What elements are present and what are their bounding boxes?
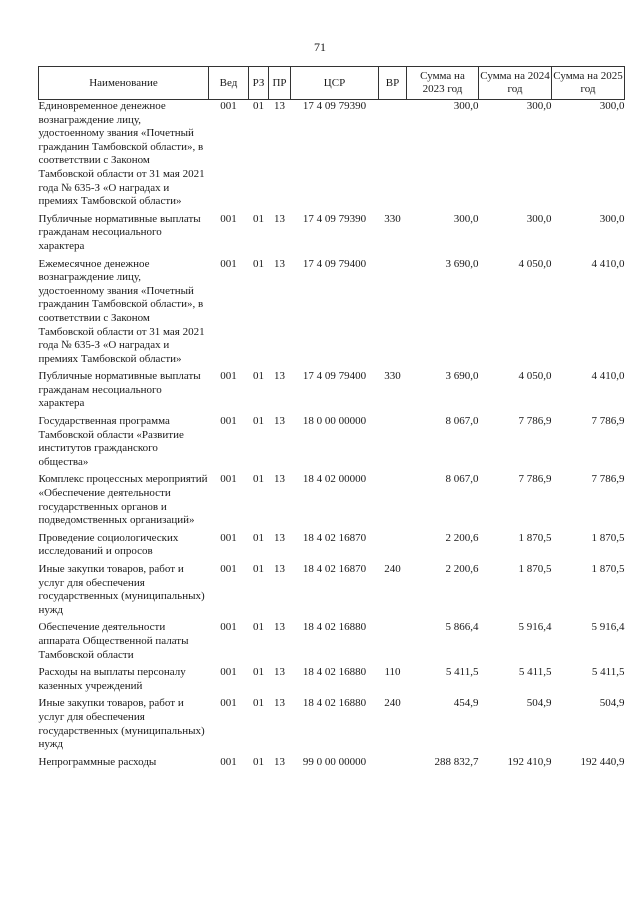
table-row xyxy=(39,563,625,621)
row-sum-2023: 3 690,0 xyxy=(445,257,479,270)
row-sum-2025: 504,9 xyxy=(599,697,625,710)
row-name: Комплекс процессных мероприятий «Обеспечение деятельности государственных органов и подведомственных организаций» xyxy=(38,473,208,527)
row-rz: 01 xyxy=(253,621,264,634)
table-row xyxy=(39,100,625,213)
row-sum-2023: 3 690,0 xyxy=(445,370,479,383)
row-rz: 01 xyxy=(253,212,264,225)
row-pr: 13 xyxy=(274,755,285,768)
table-body xyxy=(39,100,625,774)
row-pr: 13 xyxy=(274,531,285,544)
row-csr: 18 4 02 16870 xyxy=(302,531,367,544)
row-sum-2025: 1 870,5 xyxy=(591,563,625,575)
row-vr: 330 xyxy=(384,212,401,225)
row-name: Иные закупки товаров, работ и услуг для обеспечения государственных (муниципальных) нужд xyxy=(38,697,205,751)
header-sum-2025: Сумма на 2025 год xyxy=(552,67,625,100)
row-sum-2023: 5 866,4 xyxy=(445,621,479,634)
row-sum-2023: 2 200,6 xyxy=(445,531,479,544)
row-sum-2023: 2 200,6 xyxy=(445,563,479,575)
row-sum-2023: 5 411,5 xyxy=(445,666,479,679)
row-ved: 001 xyxy=(220,531,237,544)
row-name: Публичные нормативные выплаты гражданам несоциального характера xyxy=(38,212,201,252)
row-csr: 99 0 00 00000 xyxy=(302,755,367,768)
header-ved: Вед xyxy=(209,67,249,100)
row-ved: 001 xyxy=(220,473,237,486)
row-csr: 17 4 09 79390 xyxy=(302,212,367,225)
row-sum-2025: 300,0 xyxy=(599,100,625,112)
row-ved: 001 xyxy=(220,697,237,710)
row-csr: 18 4 02 16880 xyxy=(302,666,367,679)
row-sum-2024: 300,0 xyxy=(526,212,552,225)
header-csr: ЦСР xyxy=(291,67,379,100)
row-csr: 18 4 02 00000 xyxy=(302,473,367,486)
row-vr xyxy=(379,532,407,563)
row-name: Проведение социологических исследований и опросов xyxy=(38,531,179,558)
row-vr xyxy=(379,473,407,531)
row-sum-2024: 4 050,0 xyxy=(518,257,552,270)
row-pr: 13 xyxy=(274,563,285,575)
header-sum-2024: Сумма на 2024 год xyxy=(479,67,552,100)
budget-table xyxy=(38,66,625,773)
row-sum-2024: 7 786,9 xyxy=(518,415,552,428)
row-sum-2024: 300,0 xyxy=(526,100,552,112)
row-ved: 001 xyxy=(220,212,237,225)
row-ved: 001 xyxy=(220,257,237,270)
row-pr: 13 xyxy=(274,100,285,112)
header-sum-2023: Сумма на 2023 год xyxy=(407,67,479,100)
row-csr: 17 4 09 79390 xyxy=(302,100,367,112)
row-sum-2024: 7 786,9 xyxy=(518,473,552,486)
row-sum-2025: 4 410,0 xyxy=(591,370,625,383)
row-sum-2025: 7 786,9 xyxy=(591,415,625,428)
header-rz: РЗ xyxy=(249,67,269,100)
row-vr: 240 xyxy=(384,697,401,710)
header-pr: ПР xyxy=(269,67,291,100)
row-sum-2024: 1 870,5 xyxy=(518,531,552,544)
row-sum-2024: 1 870,5 xyxy=(518,563,552,575)
row-sum-2025: 5 411,5 xyxy=(591,666,625,679)
row-sum-2024: 4 050,0 xyxy=(518,370,552,383)
row-vr xyxy=(379,258,407,371)
row-vr: 330 xyxy=(384,370,401,383)
row-csr: 18 4 02 16880 xyxy=(302,621,367,634)
row-rz: 01 xyxy=(253,415,264,428)
row-pr: 13 xyxy=(274,621,285,634)
row-ved: 001 xyxy=(220,621,237,634)
row-sum-2025: 4 410,0 xyxy=(591,257,625,270)
row-name: Публичные нормативные выплаты гражданам несоциального характера xyxy=(38,370,201,410)
row-vr: 240 xyxy=(384,563,401,575)
page-number: 71 xyxy=(314,40,326,54)
row-ved: 001 xyxy=(220,415,237,428)
table-row xyxy=(39,666,625,697)
row-sum-2023: 300,0 xyxy=(453,212,479,225)
row-ved: 001 xyxy=(220,370,237,383)
row-ved: 001 xyxy=(220,666,237,679)
row-sum-2023: 300,0 xyxy=(453,100,479,112)
table-row xyxy=(39,532,625,563)
row-rz: 01 xyxy=(253,257,264,270)
row-sum-2024: 504,9 xyxy=(526,697,552,710)
row-sum-2024: 5 411,5 xyxy=(518,666,552,679)
row-name: Единовременное денежное вознаграждение лицу, удостоенному звания «Почетный гражданин Тамбовской области», в соответствии с Законом Тамбовской области от 31 мая 2021 года № 635-З «О наградах и премиях Тамбовской области» xyxy=(38,100,205,208)
row-ved: 001 xyxy=(220,755,237,768)
row-name: Государственная программа Тамбовской области «Развитие институтов гражданского общества» xyxy=(38,415,184,468)
header-name: Наименование xyxy=(39,67,209,100)
row-rz: 01 xyxy=(253,473,264,486)
row-pr: 13 xyxy=(274,666,285,679)
row-sum-2025: 192 440,9 xyxy=(580,755,625,768)
row-sum-2025: 7 786,9 xyxy=(591,473,625,486)
row-ved: 001 xyxy=(220,563,237,575)
row-rz: 01 xyxy=(253,370,264,383)
row-name: Расходы на выплаты персоналу казенных учреждений xyxy=(38,666,186,692)
row-pr: 13 xyxy=(274,370,285,383)
table-header xyxy=(39,67,625,100)
row-pr: 13 xyxy=(274,212,285,225)
row-sum-2023: 454,9 xyxy=(453,697,479,710)
table-row xyxy=(39,697,625,755)
table-row xyxy=(39,258,625,371)
row-sum-2025: 1 870,5 xyxy=(591,531,625,544)
row-pr: 13 xyxy=(274,257,285,270)
table-row xyxy=(39,370,625,415)
row-rz: 01 xyxy=(253,531,264,544)
row-name: Ежемесячное денежное вознаграждение лицу, удостоенному звания «Почетный гражданин Тамбовской области», в соответствии с Законом Тамбовской области от 31 мая 2021 года № 635-З «О наградах и премиях Тамбовской области» xyxy=(38,257,205,365)
row-vr xyxy=(379,621,407,666)
row-sum-2025: 300,0 xyxy=(599,212,625,225)
table-row xyxy=(39,415,625,473)
row-pr: 13 xyxy=(274,473,285,486)
row-sum-2023: 8 067,0 xyxy=(445,415,479,428)
table-row xyxy=(39,213,625,258)
row-sum-2024: 192 410,9 xyxy=(507,755,552,768)
table-row xyxy=(39,756,625,774)
row-vr xyxy=(379,100,407,213)
row-rz: 01 xyxy=(253,755,264,768)
row-vr xyxy=(379,415,407,473)
header-vr: ВР xyxy=(379,67,407,100)
row-sum-2024: 5 916,4 xyxy=(518,621,552,634)
row-ved: 001 xyxy=(220,100,237,112)
row-sum-2025: 5 916,4 xyxy=(591,621,625,634)
row-csr: 17 4 09 79400 xyxy=(302,257,367,270)
row-name: Непрограммные расходы xyxy=(38,755,157,768)
row-rz: 01 xyxy=(253,697,264,710)
row-name: Иные закупки товаров, работ и услуг для обеспечения государственных (муниципальных) нужд xyxy=(38,563,205,616)
row-sum-2023: 288 832,7 xyxy=(434,755,479,768)
row-vr: 110 xyxy=(384,666,401,679)
row-rz: 01 xyxy=(253,666,264,679)
row-rz: 01 xyxy=(253,100,264,112)
row-csr: 18 4 02 16870 xyxy=(302,563,367,575)
row-sum-2023: 8 067,0 xyxy=(445,473,479,486)
row-vr xyxy=(379,756,407,774)
row-csr: 17 4 09 79400 xyxy=(302,370,367,383)
row-pr: 13 xyxy=(274,697,285,710)
row-pr: 13 xyxy=(274,415,285,428)
row-name: Обеспечение деятельности аппарата Общественной палаты Тамбовской области xyxy=(38,621,189,661)
row-csr: 18 4 02 16880 xyxy=(302,697,367,710)
table-row xyxy=(39,473,625,531)
row-rz: 01 xyxy=(253,563,264,575)
row-csr: 18 0 00 00000 xyxy=(302,415,367,428)
table-row xyxy=(39,621,625,666)
